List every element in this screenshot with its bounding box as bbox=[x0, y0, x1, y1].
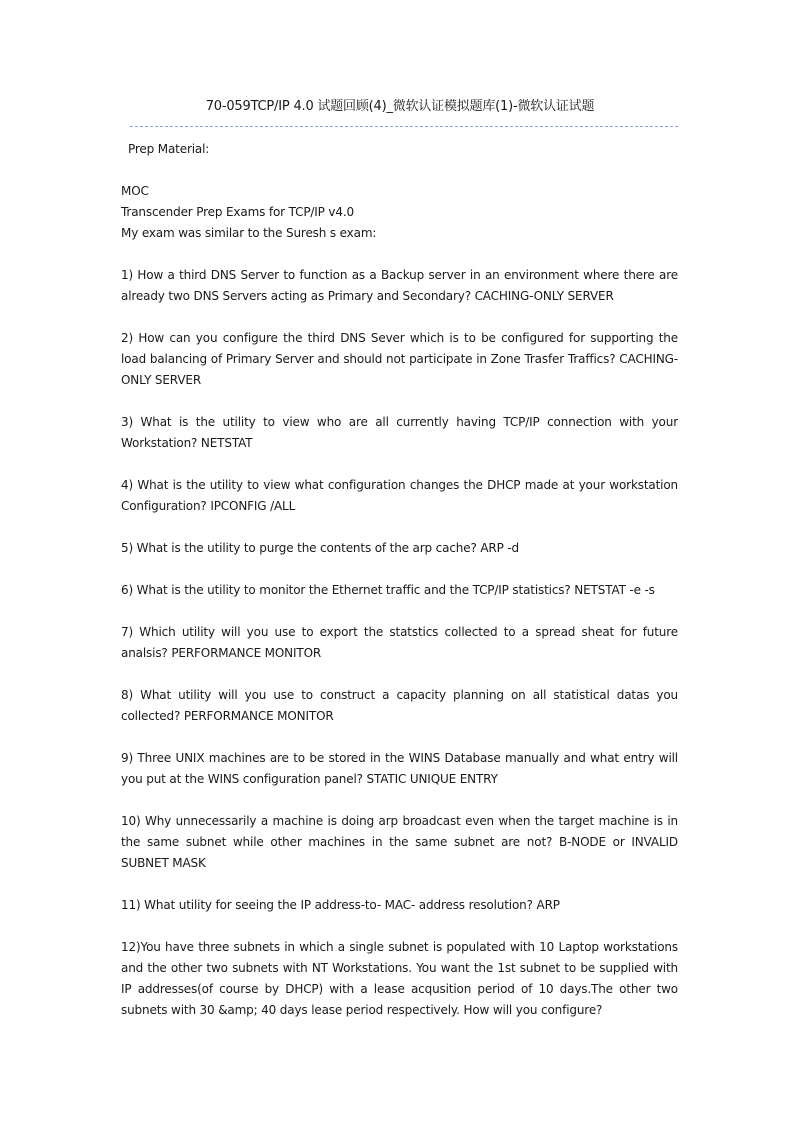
moc-line: MOC bbox=[121, 184, 149, 198]
spacer bbox=[121, 244, 678, 265]
question-4: 4) What is the utility to view what configuration changes the DHCP made at your workstation Configuration? IPCONFIG /ALL bbox=[121, 478, 678, 513]
spacer bbox=[121, 559, 678, 580]
spacer bbox=[121, 391, 678, 412]
title-divider bbox=[130, 126, 678, 127]
question-7: 7) Which utility will you use to export the statstics collected to a spread sheat for future analsis? PERFORMANCE MONITOR bbox=[121, 625, 678, 660]
question-10: 10) Why unnecessarily a machine is doing arp broadcast even when the target machine is in the same subnet while other machines in the same subnet are not? B-NODE or INVALID SUBNET MASK bbox=[121, 814, 678, 870]
spacer bbox=[121, 727, 678, 748]
spacer bbox=[121, 874, 678, 895]
spacer bbox=[121, 454, 678, 475]
spacer bbox=[121, 664, 678, 685]
question-11: 11) What utility for seeing the IP address-to- MAC- address resolution? ARP bbox=[121, 898, 560, 912]
document-body bbox=[121, 139, 678, 1021]
spacer bbox=[121, 916, 678, 937]
spacer bbox=[121, 790, 678, 811]
transcender-line: Transcender Prep Exams for TCP/IP v4.0 bbox=[121, 205, 355, 219]
spacer bbox=[121, 160, 678, 181]
spacer bbox=[121, 517, 678, 538]
question-3: 3) What is the utility to view who are all currently having TCP/IP connection with your Workstation? NETSTAT bbox=[121, 415, 678, 450]
question-9: 9) Three UNIX machines are to be stored in the WINS Database manually and what entry will you put at the WINS configuration panel? STATIC UNIQUE ENTRY bbox=[121, 751, 678, 786]
question-12: 12)You have three subnets in which a single subnet is populated with 10 Laptop workstations and the other two subnets with NT Workstations. You want the 1st subnet to be supplied with IP addresses(of course by DHCP) with a lease acqusition period of 10 days.The other two subnets with 30 &amp; 40 days lease period respectively. How will you configure? bbox=[121, 940, 678, 1017]
question-6: 6) What is the utility to monitor the Ethernet traffic and the TCP/IP statistics? NETSTAT -e -s bbox=[121, 583, 655, 597]
prep-material-label: Prep Material: bbox=[128, 142, 210, 156]
question-2: 2) How can you configure the third DNS Sever which is to be configured for supporting the load balancing of Primary Server and should not participate in Zone Trasfer Traffics? CACHING-ONLY SERVER bbox=[121, 331, 678, 387]
spacer bbox=[121, 307, 678, 328]
question-1: 1) How a third DNS Server to function as a Backup server in an environment where there are already two DNS Servers acting as Primary and Secondary? CACHING-ONLY SERVER bbox=[121, 268, 678, 303]
document-title: 70-059TCP/IP 4.0 试题回顾(4)_微软认证模拟题库(1)-微软认证试题 bbox=[205, 99, 595, 114]
question-5: 5) What is the utility to purge the contents of the arp cache? ARP -d bbox=[121, 541, 519, 555]
spacer bbox=[121, 601, 678, 622]
question-8: 8) What utility will you use to construct a capacity planning on all statistical datas you collected? PERFORMANCE MONITOR bbox=[121, 688, 678, 723]
exam-similar-line: My exam was similar to the Suresh s exam: bbox=[121, 226, 377, 240]
